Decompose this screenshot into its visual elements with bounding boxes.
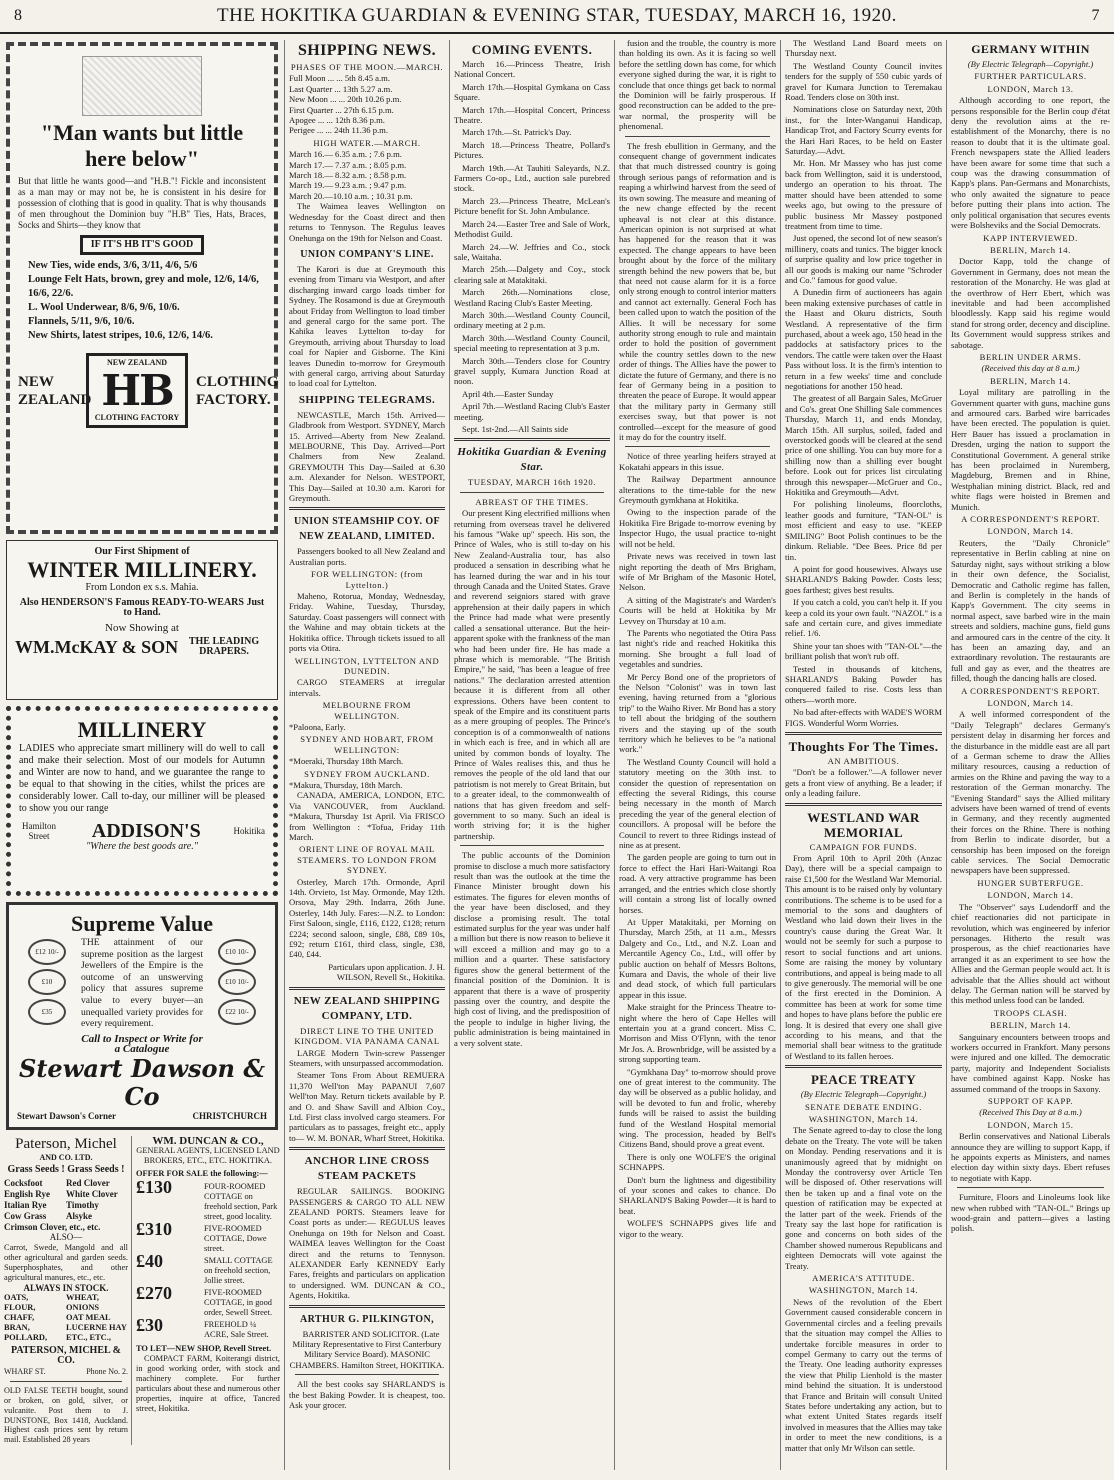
from-london: From London ex s.s. Mahia. bbox=[85, 582, 199, 594]
support-text: Berlin conservatives and National Liberals announce they are willing to support Kapp, if he appoints experts as Ministers, and names election day within sixty days. Ebert refuses to negotiate with Kapp. bbox=[951, 1131, 1110, 1183]
clothing-text: But that little he wants good—and "H.B."! Fickle and inconsistent as a man may or may not be, he is consistent in his desire for possession of clothing that is good in quality. That is why thousands of men throughout the Dominion buy "H.B" Ties, Hats, Braces, Socks and Shirts—they know that bbox=[18, 176, 266, 230]
event-item: Sept. 1st-2nd.—All Saints side bbox=[462, 424, 569, 434]
event-item: March 16.—Princess Theatre, Irish National Concert. bbox=[454, 59, 610, 80]
millinery-text: LADIES who appreciate smart millinery will do well to call and make their selection. Most of our models for Autumn and Winter are now to hand, and we guarantee the range to be equal to that showing in the cities, whilst the prices are considerably lower. Call to-day, our milliner will be pleased to show you our range bbox=[19, 743, 265, 814]
news-paragraph: The Parents who negotiated the Otira Pass last night's ride and reached Hokitika this morning. She brought a full load of vegetables and sundries. bbox=[619, 627, 776, 670]
price-line: Lounge Felt Hats, brown, grey and mole, 12/6, 14/6, 16/6, 22/6. bbox=[28, 274, 259, 300]
property-listing bbox=[136, 1283, 280, 1318]
berlin-arms-sub: (Received this day at 8 a.m.) bbox=[981, 363, 1080, 374]
sydney-hobart: SYDNEY AND HOBART, FROM WELLINGTON: bbox=[300, 734, 434, 755]
moon-phase: Apogee ... ... 12th 8.36 p.m. bbox=[289, 115, 385, 126]
union-line-text: The Karori is due at Greymouth this evening from Timaru via Westport, and after discharging inward cargo loads timber for Sydney. The Rosamond is due at Greymouth about Friday from Wellington to load timber and general cargo for the same port. The Kahika leaves Lyttelton to-day for Greymouth, arriving about Thursday to load coal for Napier and Gisborne. The Kini leaves Dunedin to-morrow for Greymouth with general cargo, arriving about Saturday to load coal for Lyttelton. bbox=[289, 263, 445, 389]
stock-item: ETC., ETC., bbox=[66, 1333, 111, 1343]
rings-left bbox=[17, 937, 77, 1055]
event-item: March 17th.—Hospital Concert, Princess Theatre. bbox=[454, 104, 610, 126]
rings-right bbox=[207, 937, 267, 1055]
clothing-price-list bbox=[28, 259, 266, 343]
cherub-illustration bbox=[82, 56, 202, 116]
news-paragraph: "Gymkhana Day" to-morrow should prove one of great interest to the community. The day will be observed as a public holiday, and will be devoted to fun and frolic, whereby funds will be raised to assist the building fund of the Westland Hospital memorial wing. The procession, headed by Bell's Citizens Band, should prove a great event. bbox=[619, 1066, 776, 1150]
news-paragraph: The Westland County Council will hold a statutory meeting on the 30th inst. to consider the question of representation on effecting the several Ridings, this course being necessary in the month of March preceding the year of the general election of councillors. A proposal will be before the Council to revert to three Ridings instead of nine as at present. bbox=[619, 756, 776, 851]
hb-clothing-ad bbox=[6, 42, 278, 534]
jewellery-row bbox=[17, 937, 267, 1055]
abreast-title: ABREAST OF THE TIMES. bbox=[475, 496, 589, 507]
masthead bbox=[0, 0, 1114, 34]
clothing-factory-label: CLOTHING FACTORY. bbox=[195, 373, 279, 408]
shipping-telegrams-text: NEWCASTLE, March 15th. Arrived—Gladbrook from Westport. SYDNEY, March 15. Arrived—Aberty from New Zealand. MELBOURNE, This Day. Arrived—Port Chalmers from New Zealand. GREYMOUTH This Day—Sailed at 6.30 a.m. Alexander for Nelson. WESTPORT, This Day—Sailed at 10.30 a.m. Karori for Greymouth. bbox=[289, 409, 445, 504]
news-paragraph: The Railway Department announce alterations to the time-table for the new Greymouth gymkhana at Hokitika. bbox=[619, 474, 776, 506]
paterson-signature: PATERSON, MICHEL & CO. bbox=[11, 1345, 121, 1367]
page-number-left: 8 bbox=[14, 7, 23, 24]
correspondent-dateline: LONDON, March 14. bbox=[987, 526, 1074, 537]
editorial-paper-title: Hokitika Guardian & Evening Star. bbox=[457, 446, 607, 474]
supreme-text: THE attainment of our supreme position as the largest Jewellers of the Empire is the outcome of an unswerving policy that assures supreme value to every buyer—an unequalled variety provides for every requirement. bbox=[81, 937, 203, 1030]
orient-text: Osterley, March 17th. Ormonde, April 14th. Orvieto, 1st May. Ormonde, May 12th. Orsova, May 29th. Indarra, 26th June. Osterley, 14th July. Fares:—N.Z. to London: First Saloon, single, £116, £122, £128; return £224; second saloon, single, £88, £89 10s, £92; return £161, third class, single, £38, £40, £44. bbox=[289, 876, 445, 960]
henderson-line: Also HENDERSON'S Famous READY-TO-WEARS Just to Hand. bbox=[19, 596, 265, 619]
moon-phase: First Quarter ... 27th 6.15 p.m. bbox=[289, 104, 394, 115]
news-paragraph: Mr. Hon. Mr Massey who has just come back from Wellington, said it is understood, undergo an operation to his throat. The matter should have been attended to some weeks ago, but owing to the pressure of public business Mr Massey postponed treatment from time to time. bbox=[785, 158, 942, 231]
newspaper-title: THE HOKITIKA GUARDIAN & EVENING STAR, TUESDAY, MARCH 16, 1920. bbox=[217, 5, 897, 26]
shipment-intro: Our First Shipment of bbox=[94, 546, 190, 557]
thoughts-text: "Don't be a follower."—A follower never gets a front view of anything. Be a leader; if only a leading failure. bbox=[785, 767, 942, 799]
news-paragraph: If you catch a cold, you can't help it. If you keep a cold its your own fault. "NAZOL" is a safe and certain cure, and gives immediate relief. 1/6. bbox=[785, 597, 942, 639]
news-paragraph: Notice of three yearling heifers strayed at Kokatahi appears in this issue. bbox=[619, 451, 776, 472]
tide-line: March 17.— 7.37 a.m. ; 8.05 p.m. bbox=[289, 159, 407, 170]
price-line: L. Wool Underwear, 8/6, 9/6, 10/6. bbox=[28, 302, 180, 314]
news-paragraph: WOLFE'S SCHNAPPS gives life and vigor to the weary. bbox=[619, 1218, 776, 1239]
further-heading: FURTHER PARTICULARS. bbox=[974, 71, 1087, 82]
bottom-ad-row bbox=[4, 1136, 280, 1445]
offer-for-sale: OFFER FOR SALE the following:— bbox=[136, 1169, 268, 1178]
property-price: £40 bbox=[136, 1251, 163, 1271]
mckay-name: WM.McKAY & SON bbox=[15, 637, 179, 658]
stock-item: CHAFF, bbox=[4, 1313, 35, 1323]
anchor-line-title: ANCHOR LINE CROSS STEAM PACKETS bbox=[304, 1155, 430, 1183]
hamilton-street: Hamilton Street bbox=[22, 821, 56, 842]
correspondent-heading: A CORRESPONDENT'S REPORT. bbox=[961, 514, 1100, 525]
news-paragraph: A sitting of the Magistrate's and Warden's Courts will be held at Hokitika by Mr Levvey on Thursday at 10 a.m. bbox=[619, 594, 776, 626]
price-line: New Shirts, latest stripes, 10.6, 12/6, 14/6. bbox=[28, 330, 213, 342]
usscnz-text: Passengers booked to all New Zealand and Australian ports. bbox=[289, 546, 445, 567]
phone-number: Phone No. 2. bbox=[86, 1366, 128, 1376]
event-item: March 30th.—Westland County Council, ordinary meeting at 2 p.m. bbox=[454, 309, 610, 331]
call-to-inspect: Call to Inspect or Write for a Catalogue bbox=[81, 1032, 203, 1056]
event-item: April 7th.—Westland Racing Club's Easter meeting. bbox=[454, 401, 610, 422]
stock-item: WHEAT, bbox=[66, 1293, 99, 1303]
seed-item: White Clover bbox=[66, 1188, 118, 1199]
news-paragraph: There is only one WOLFE'S the original SCHNAPPS. bbox=[619, 1151, 776, 1173]
seed-item: Alsyke bbox=[66, 1210, 93, 1221]
advertisement-column bbox=[0, 38, 284, 1474]
seed-item: Red Clover bbox=[66, 1177, 110, 1188]
hokitika-label: Hokitika bbox=[233, 826, 265, 837]
property-desc: FOUR-ROOMED COTTAGE on freehold section, Park street, good locality. bbox=[204, 1182, 278, 1221]
millinery-title: MILLINERY bbox=[77, 717, 207, 742]
leading-drapers: THE LEADING DRAPERS. bbox=[188, 636, 260, 658]
property-desc: FIVE-ROOMED COTTAGE, in good order, Sewell Street. bbox=[204, 1288, 273, 1317]
new-zealand-label: NEW ZEALAND bbox=[18, 373, 92, 408]
anchor-line-text: REGULAR SAILINGS. BOOKING PASSENGERS & CARGO TO ALL NEW ZEALAND PORTS. Steamers leave for Coast ports as under:— REGULUS leaves Onehunga on 19th for Nelson and Coast. WAIMEA leaves Wellington for the Coast direct and the returns to Tennyson. ALEXANDER Early KENNEDY Early Fares, freights and particulars on application to undersigned. WM. DUNCAN & CO., Agents, Hokitika. bbox=[289, 1186, 445, 1301]
property-price: £310 bbox=[136, 1219, 172, 1239]
wellington-text: Maheno, Rotorua, Monday, Wednesday, Friday. Wahine, Tuesday, Thursday, Saturday. Coast passengers will connect with the Wahine and may obtain tickets at the Hokitika office. Through tickets issued to all ports via Otira. bbox=[289, 591, 445, 654]
hb-logo-row bbox=[18, 353, 279, 428]
winter-millinery-ad bbox=[6, 540, 278, 700]
hb-logo-bottom: CLOTHING FACTORY bbox=[94, 412, 180, 422]
memorial-text: From April 10th to April 20th (Anzac Day), there will be a special campaign to raise £1,500 for the Westland War Memorial. This amount is to be raised only by voluntary contributions. The scheme is to be used for a memorial to the sons and daughters of Westland who laid down their lives in the country's cause during the Great War. It would not be seemly for such a purpose to resort to social functions and art unions. Some are raising the money by voluntary contributions, and appeal is being made to all to give generously. The memorial will be one of the first erected in the Dominion. A committee has been at work for some time and hopes to have plans before the public ere long. It is desired that every one shall give according to his means, and that the memorial shall bear witness to the gratitude of Westland to its fallen heroes. bbox=[785, 853, 942, 1061]
paterson-text: Carrot, Swede, Mangold and all other agricultural and garden seeds. Superphosphates, and other agricultural manures, etc., etc. bbox=[4, 1242, 128, 1282]
hb-logo-top: NEW ZEALAND bbox=[106, 358, 168, 368]
waimea-notice: The Waimea leaves Wellington on Wednesday for the Coast direct and then returns to Tennyson. The Regulus leaves Onehunga on the 19th for Nelson and Coast. bbox=[289, 201, 445, 243]
support-dateline: LONDON, March 15. bbox=[987, 1119, 1074, 1130]
stock-item: ONIONS bbox=[66, 1303, 100, 1313]
germany-title: GERMANY WITHIN bbox=[971, 42, 1090, 56]
general-news-column bbox=[781, 38, 946, 1474]
duncan-ad bbox=[132, 1136, 280, 1445]
orient-particulars: Particulars upon application. J. H. WILSON, Revell St., Hokitika. bbox=[328, 961, 445, 983]
stock-list bbox=[4, 1293, 128, 1343]
stewart-dawson-ad bbox=[6, 902, 278, 1130]
news-paragraph: The fresh ebullition in Germany, and the consequent change of government indicates that that much distressed country is going through serious pangs of reformation and is reaping a whirlwind harvest from the seed of its own sowing. The measure and meaning of the new change effected by the recent upheaval is not clear at this distance. American opinion is not surprised at what has happened for the reason that it was expected. The change appears to have been brought about by the force of the military strength behind the new powers that be, but that need not cause alarm for it is a force only strong enough to control interior matters and cannot act externally. General Foch has been called upon to watch the position of the Allies. It will be necessary for some authority strong enough to rule and maintain order to hold the position of government while the country settles down to the new order of things. The Allies have the power to dictate the future of Germany, and there is no fear of Germany being in a position to threaten the peace of Europe. It would appear that the military party in Germany still exercises sway, but that power is not controlled—except for the measure of good it may do for the country itself. bbox=[619, 140, 776, 443]
public-accounts-text: The public accounts of the Dominion promise to disclose a much more satisfactory result than was the outlook at the time the Finance Minister brought down his estimates. The figures for eleven months of the year have been disclosed, and they disclose a promising result. The total estimated surplus for the year was under half a million but there is now reason to believe it will exceed a million and may go to a million and a quarter. These satisfactory figures show the general betterment of the financial position of the Dominion. It is apparent that there is a wave of prosperity passing over the country, and despite the high cost of living, and the predisposition of the people to indulge in higher living, the public administration is being maintained in a very solvent state. bbox=[454, 850, 610, 1048]
local-news-column bbox=[615, 38, 780, 1474]
christchurch-label: CHRISTCHURCH bbox=[192, 1110, 267, 1121]
also-label: ALSO— bbox=[49, 1232, 83, 1243]
stock-item: OAT MEAL bbox=[66, 1313, 111, 1323]
senate-heading: SENATE DEBATE ENDING. bbox=[805, 1101, 922, 1112]
senate-text: The Senate agreed to-day to close the long debate on the Treaty. The vote will be taken on Monday. Pending reservations and it is unanimously agreed that by midnight on Monday the controversy over Article Ten will be disposed of. Other reservations will then be taken up and a final vote on the question of ratification may be expected at the latter part of the week. Friends of the Treaty say the last hope for ratification is gone and concerns on both sides of the Chamber showed numerous Republicans and eighteen Democrats will vote against the Treaty. bbox=[785, 1125, 942, 1271]
event-item: March 19th.—At Tauhiti Saleyards, N.Z. Farmers Co-op., Ltd., auction sale purebred stock. bbox=[454, 162, 610, 194]
stock-item: OATS, bbox=[4, 1293, 29, 1303]
tide-line: March 16.— 6.35 a.m. ; 7.6 p.m. bbox=[289, 149, 402, 160]
america-heading: AMERICA'S ATTITUDE. bbox=[812, 1273, 915, 1284]
false-teeth-ad: OLD FALSE TEETH bought, sound or broken, on gold, silver, or vulcanite. Post them to J. DUNSTONE, Box 1418, Auckland. Highest cash prices sent by return mail. Established 28 years bbox=[4, 1386, 128, 1445]
always-in-stock: ALWAYS IN STOCK. bbox=[23, 1282, 109, 1293]
for-wellington: FOR WELLINGTON: (from Lyttelton.) bbox=[310, 569, 424, 590]
event-item: March 18.—Princess Theatre, Pollard's Pictures. bbox=[454, 139, 610, 161]
mckay-row bbox=[15, 637, 269, 658]
events-column bbox=[450, 38, 614, 1474]
stock-item: FLOUR, bbox=[4, 1303, 36, 1313]
furniture-ad: Furniture, Floors and Linoleums look like new when rubbed with "TAN-OL." Brings up wood-grain and pattern—gives a lasting polish. bbox=[951, 1192, 1110, 1234]
news-paragraph: Mr Percy Bond one of the proprietors of the Nelson "Colonist" was in town last evening, having returned from a "glorious trip" to the Waiho River. Mr Bond has a story to tell about the bridging of the southern rivers and the staying up of the south territory which he believes to be "a national work." bbox=[619, 671, 776, 755]
makura: *Makura, Thursday, 18th March. bbox=[289, 779, 403, 790]
its-good-banner: IF IT'S HB IT'S GOOD bbox=[80, 235, 204, 255]
duncan-agents: GENERAL AGENTS, LICENSED LAND BROKERS, ETC., ETC. HOKITIKA. bbox=[136, 1146, 280, 1165]
kapp-dateline: BERLIN, March 14. bbox=[990, 244, 1071, 255]
news-paragraph: A Dunedin firm of auctioneers has again been making extensive purchases of cattle in the Haast and Okuru districts, South Westland. A representative of the firm purchased, about a week ago, 150 head in the paddocks at satisfactory prices to the vendors. The cattle were taken over the Haast Pass without loss. It is the firm's intention to return in a few weeks' time and conclude negotiations for another 150 head. bbox=[785, 287, 942, 391]
sydney-auckland: SYDNEY FROM AUCKLAND. bbox=[304, 768, 430, 779]
correspondent2-text: A well informed correspondent of the "Daily Telegraph" declares Germany's persistent delay in disarming her forces and the disturbance in the middle east are all part of a German scheme to draw the Allies military resources, causing a reduction of armies on the Rhine and paving the way to a restoration of the German monarchy. The "Evening Standard" says the Allied military advisers have been warned of trend of events in Germany, and they recently augmented their forces on the Rhine. There is nothing from Berlin to indicate disorder, but a censorship has been imposed on the foreign cable services. The Social Democratic newspapers have been suppressed. bbox=[951, 709, 1110, 876]
seed-item: English Rye bbox=[4, 1188, 50, 1199]
moon-phase: Perigee ... ... 24th 11.36 p.m. bbox=[289, 125, 388, 136]
coming-events-title: COMING EVENTS. bbox=[471, 42, 593, 57]
peace-treaty-title: PEACE TREATY bbox=[810, 1072, 917, 1088]
winter-millinery-title: WINTER MILLINERY. bbox=[27, 557, 257, 583]
troops-heading: TROOPS CLASH. bbox=[993, 1007, 1068, 1018]
property-price: £270 bbox=[136, 1283, 172, 1303]
event-item: March 23.—Princess Theatre, McLean's Picture benefit for St. John Ambulance. bbox=[454, 195, 610, 217]
shipping-column bbox=[285, 38, 449, 1474]
high-water-title: HIGH WATER.—MARCH. bbox=[313, 137, 421, 148]
news-paragraph: Shine your tan shoes with "TAN-OL"—the brilliant polish that won't rub off. bbox=[785, 640, 942, 662]
seed-item: Timothy bbox=[66, 1199, 99, 1210]
moon-phases-title: PHASES OF THE MOON.—MARCH. bbox=[290, 62, 444, 72]
news-paragraph: fusion and the trouble, the country is more than holding its own. As it is facing so well before the settling down has come, for which everyone sighed during the war, it is right to conclude that once things get back to normal the Dominion will be fairly prosperous. If good reconstruction can be added to the pre-war normal, the prosperity will be phenomenal. bbox=[619, 38, 776, 132]
ring-price: £12 10/- bbox=[28, 939, 66, 965]
now-showing: Now Showing at bbox=[105, 621, 179, 634]
tide-line: March 18.— 8.32 a.m. ; 8.58 p.m. bbox=[289, 170, 407, 181]
seed-item: Cow Grass bbox=[4, 1210, 47, 1221]
news-paragraph: No bad after-effects with WADE'S WORM FIGS. Wonderful Worm Worries. bbox=[785, 707, 942, 728]
pilkington-name: ARTHUR G. PILKINGTON, bbox=[300, 1313, 434, 1325]
hb-logo bbox=[86, 353, 189, 428]
cargo-steamers: CARGO STEAMERS at irregular intervals. bbox=[289, 677, 445, 698]
clothing-headline: "Man wants but little here below" bbox=[40, 120, 244, 171]
seed-item: Cocksfoot bbox=[4, 1177, 43, 1188]
tide-line: March 19.— 9.23 a.m. ; 9.47 p.m. bbox=[289, 180, 407, 191]
property-listing bbox=[136, 1177, 280, 1222]
thoughts-attribution: AN AMBITIOUS. bbox=[827, 756, 900, 766]
sharland-ad: All the best cooks say SHARLAND'S is the best Baking Powder. It is cheapest, too. Ask your grocer. bbox=[289, 1379, 445, 1411]
addison-millinery-ad bbox=[6, 706, 278, 896]
ring-price: £22 10/- bbox=[218, 999, 256, 1025]
addison-name: ADDISON'S bbox=[91, 820, 201, 843]
duncan-name: WM. DUNCAN & CO., bbox=[152, 1135, 264, 1147]
peace-copyright: (By Electric Telegraph—Copyright.) bbox=[800, 1089, 927, 1100]
paloona: *Paloona, Early. bbox=[289, 721, 346, 732]
wharf-street: WHARF ST. bbox=[4, 1366, 46, 1376]
orient-line: ORIENT LINE OF ROYAL MAIL STEAMERS. TO LONDON FROM SYDNEY. bbox=[297, 844, 437, 876]
stewart-corner: Stewart Dawson's Corner bbox=[17, 1110, 116, 1121]
event-item: March 25th.—Dalgety and Coy., stock clearing sale at Matakitaki. bbox=[454, 264, 610, 285]
event-list bbox=[454, 59, 610, 434]
addison-row bbox=[19, 821, 265, 842]
pilkington-text: BARRISTER AND SOLICITOR. (Late Military Representative to First Canterbury Military Service Board). MASONIC CHAMBERS. Hamilton Street, HOKITIKA. bbox=[289, 1328, 445, 1370]
event-item: March 24.—Easter Tree and Sale of Work, Methodist Guild. bbox=[454, 218, 610, 240]
best-goods-slogan: "Where the best goods are." bbox=[86, 840, 198, 852]
stewart-footer bbox=[17, 1111, 267, 1121]
america-text: News of the revolution of the Ebert Government caused considerable concern in Governmental circles and a feeling prevails that the situation may compel the Allies to undertake forcible measures in order to compel Germany to carry out the terms of the Treaty. One leading authority expresses the view that Philip Lienhold is the master mind behind the situation. It is understood that France and Britain will consult United States before undertaking any action, but to what extent United States regards itself involved in measures that the Allies may take in order to meet the new conditions, is a matter that only Mr Wilson can settle. bbox=[785, 1296, 942, 1453]
ring-price: £35 bbox=[28, 999, 66, 1025]
news-paragraph: For polishing linoleums, floorcloths, leather goods and furniture, "TAN-OL" is most efficient and easy to use. "KEEP SMILING" Boot Polish continues to be the dinkum. Reliable. "Dee Bees. Price 8d per tin. bbox=[785, 499, 942, 562]
moon-phase: Full Moon ... ... 5th 8.45 a.m. bbox=[289, 73, 390, 84]
news-paragraph: The garden people are going to turn out in force to effect the Hari Hari-Waitangi Roa road. A very attractive programme has been arranged, and the entries which close shortly will contain a strong list of locally owned horses. bbox=[619, 852, 776, 915]
property-listing bbox=[136, 1251, 280, 1286]
usscnz-title: UNION STEAMSHIP COY. OF NEW ZEALAND, LIMITED. bbox=[293, 516, 441, 543]
grass-seeds-title: Grass Seeds ! Grass Seeds ! bbox=[7, 1164, 125, 1176]
property-desc: FREEHOLD ¼ ACRE, Sale Street. bbox=[204, 1320, 269, 1339]
event-item: March 24.—W. Jeffries and Co., stock sale, Waitaha. bbox=[454, 241, 610, 262]
event-item: March 30th.—Westland County Council, special meeting to representation at 3 p.m. bbox=[454, 332, 610, 354]
ring-price: £10 10/- bbox=[218, 969, 256, 995]
troops-text: Sanguinary encounters between troops and workers occurred in Frankfort. Many persons were injured and one killed. The democratic party, majority and Independent Socialists have combined against Kapp. Noske has assumed command of the troops in Saxony. bbox=[951, 1031, 1110, 1094]
senate-dateline: WASHINGTON, March 14. bbox=[808, 1113, 919, 1124]
nzsc-sub: DIRECT LINE TO THE UNITED KINGDOM. VIA PANAMA CANAL bbox=[294, 1025, 440, 1047]
canada-sailings: CANADA, AMERICA, LONDON, ETC. Via VANCOUVER, from Auckland. *Makura, Thursday 1st April. Via FRISCO from Wellington : *Tofua, Friday 11th March. bbox=[289, 790, 445, 842]
event-item: March 30th.—Tenders close for Country gravel supply, Kumara Junction Road at noon. bbox=[454, 355, 610, 387]
shipping-news-title: SHIPPING NEWS. bbox=[297, 42, 437, 59]
moeraki: *Moeraki, Thursday 18th March. bbox=[289, 756, 404, 767]
property-desc: SMALL COTTAGE on freehold section, Jollie street. bbox=[204, 1256, 273, 1285]
tide-line: March 20.—10.10 a.m. ; 10.31 p.m. bbox=[289, 190, 413, 201]
nzsc-table: Steamer Tons From About REMUERA 11,370 Well'ton May PAPANUI 7,607 Well'ton May. Return tickets available by P. and O. and Shaw Savill and Albion Coy., Ltd. First class involved cargo steamers. For particulars as to passages, freight etc., apply to— W. M. BONAR, Wharf Street, Hokitika. bbox=[289, 1070, 445, 1143]
wellington-dunedin: WELLINGTON, LYTTELTON AND DUNEDIN. bbox=[294, 655, 440, 676]
news-paragraph: Owing to the inspection parade of the Hokitika Fire Brigade to-morrow evening by Inspector Hugo, the usual practice to-night will not be held. bbox=[619, 507, 776, 549]
shipping-telegrams-title: SHIPPING TELEGRAMS. bbox=[298, 393, 436, 406]
ring-price: £10 10/- bbox=[218, 939, 256, 965]
news-paragraph: Make straight for the Princess Theatre to-night where the hero of Cape Helles will entertain you at a grand concert. Miss C. Morrison and Miss O'Flynn, with the tenor Mr Jos. A. Brownbridge, will be assisted by a strong supporting team. bbox=[619, 1002, 776, 1065]
news-paragraph: The Westland Land Board meets on Thursday next. bbox=[785, 38, 942, 59]
property-price: £30 bbox=[136, 1315, 163, 1335]
stock-item: LUCERNE HAY bbox=[66, 1323, 127, 1333]
paterson-name: Paterson, Michel bbox=[15, 1136, 117, 1152]
correspondent-text: Reuters, the "Daily Chronicle" representative in Berlin cabling at nine on Saturday night, says without striking a blow in their own defence, the Socialist, Democratic and Catholic regime has fallen, and Berlin is completely in the hands of Kapp's Government. The city seems in normal aspect, save barbed wire in the main streets and soldiers, machine guns, field guns and armoured cars in the centre of the city. It has been an amazing day, and an extraordinary revolution. The restaurants are full and gay as ever, and the theatres are filled, though the dancing halls are closed. bbox=[951, 537, 1110, 684]
editorial-date: TUESDAY, MARCH 16th 1920. bbox=[468, 477, 596, 488]
seed-item: Italian Rye bbox=[4, 1199, 47, 1210]
germany-copyright: (By Electric Telegraph—Copyright.) bbox=[967, 59, 1094, 69]
event-item: March 17th.—Hospital Gymkana on Cass Square. bbox=[454, 81, 610, 103]
nzsc-title: NEW ZEALAND SHIPPING COMPANY, LTD. bbox=[293, 994, 441, 1022]
to-let: TO LET—NEW SHOP, Revell Street. bbox=[136, 1344, 272, 1353]
berlin-arms-dateline: BERLIN, March 14. bbox=[990, 375, 1071, 386]
page-number-right: 7 bbox=[1091, 7, 1100, 24]
nzsc-text: LARGE Modern Twin-screw Passenger Steamers, with unsurpassed accommodation. bbox=[289, 1047, 445, 1068]
ring-price: £10 bbox=[28, 969, 66, 995]
support-sub: (Received This Day at 8 a.m.) bbox=[979, 1107, 1082, 1118]
germany-column bbox=[947, 38, 1114, 1474]
further-text: Although according to one report, the persons responsible for the Berlin coup d'état deny the revolution aims at the re-establishment of the Monarchy, there is no reason to doubt that it is the ultimate goal. French newspapers state the Allied leaders have been aware for some time that such a coup was the drawing consummation of Kapp's plans. Pan-Germans and Monarchists, who only awaited the signature to peace before putting their plans into action. The only political organisation that secures events were Bolsheviks and the Social Democrats. bbox=[951, 95, 1110, 231]
america-dateline: WASHINGTON, March 14. bbox=[808, 1285, 919, 1296]
kapp-heading: KAPP INTERVIEWED. bbox=[983, 232, 1078, 243]
berlin-arms-text: Loyal military are patrolling in the Government quarter with guns, machine guns and armoured cars. Barbed wire barricades have been erected. The population is quiet. Herr Bauer has issued a proclamation in Dresden, urging the nation to support the Constitutional Government. A general strike has been proclaimed in Nuremberg, Magdeburg, Bremen and in Rhine, Westphalian mining district. Black, red and white flags were hoisted in Bremen and Munich. bbox=[951, 387, 1110, 512]
event-item: April 4th.—Easter Sunday bbox=[462, 388, 554, 399]
supreme-value-title: Supreme Value bbox=[70, 911, 213, 936]
news-paragraph: Private news was received in town last night reporting the death of Mrs Brigham, wife of Mr Brigham of the Masonic Hotel, Nelson. bbox=[619, 551, 776, 593]
property-listing bbox=[136, 1219, 280, 1254]
price-line: Flannels, 5/11, 9/6, 10/6. bbox=[28, 316, 135, 328]
news-paragraph: Don't burn the lightness and digestibility of your scones and cakes to chance. Do SHARLAND'S Baking Powder—it is hard to beat. bbox=[619, 1174, 776, 1216]
event-item: March 17th.—St. Patrick's Day. bbox=[462, 127, 572, 138]
property-listing bbox=[136, 1315, 280, 1340]
campaign-sub: CAMPAIGN FOR FUNDS. bbox=[809, 841, 918, 852]
hb-logo-mark: HB bbox=[101, 365, 173, 415]
stock-item: BRAN, bbox=[4, 1323, 30, 1333]
union-line-title: UNION COMPANY'S LINE. bbox=[300, 248, 434, 260]
stock-item: POLLARD, bbox=[4, 1333, 48, 1343]
seed-item-crimson: Crimson Clover, etc., etc. bbox=[4, 1221, 101, 1232]
news-paragraph: The greatest of all Bargain Sales, McGruer and Co's. great One Shilling Sale commences Thursday, March 11, and ends Monday, March 15th. All surplus, soiled, faded and overstocked goods will be cleared at the send price of one shilling. You can buy more for a shilling now than a shilling ever bought before. Look out for prices list circulating through this newspaper—McGruer and Co., Hokitika and Greymouth—Advt. bbox=[785, 393, 942, 498]
news-paragraph: Tested in thousands of kitchens, SHARLAND'S Baking Powder has conquered failed to rise. Costs less than others—worth more. bbox=[785, 663, 942, 705]
kapp-text: Doctor Kapp, told the change of Government in Germany, does not mean the restoration of the Monarchy. He was glad at the overthrow of Herr Ebert, which was inevitable and had been accomplished bloodlessly. Kapp said his regime would stand for strong order, decency and discipline. Its Government would suppress strikes and sabotage. bbox=[951, 256, 1110, 350]
news-paragraph: Nominations close on Saturday next, 20th inst., for the Inter-Wanganui Handicap, Handicap Trot, and Factory Scurry events for the Hari Hari Races, to be held on Easter Saturday.—Advt. bbox=[785, 104, 942, 157]
price-line: New Ties, wide ends, 3/6, 3/11, 4/6, 5/6 bbox=[28, 260, 198, 272]
event-item: March 26th.—Nominations close, Westland Racing Club's Easter Meeting. bbox=[454, 287, 610, 308]
thoughts-title: Thoughts For The Times. bbox=[788, 739, 939, 754]
support-heading: SUPPORT OF KAPP. bbox=[987, 1096, 1074, 1106]
correspondent2-heading: A CORRESPONDENT'S REPORT. bbox=[961, 685, 1100, 696]
hunger-heading: HUNGER SUBTERFUGE. bbox=[977, 877, 1084, 888]
moon-phase: Last Quarter ... 13th 5.27 a.m. bbox=[289, 83, 393, 94]
news-paragraph: Just opened, the second lot of new season's millinery, coats and tunics. The bigger knock of surprise quality and low price together in all our goods is making our name "Schroder and Co." famous for good value. bbox=[785, 233, 942, 285]
news-paragraph: A point for good housewives. Always use SHARLAND'S Baking Powder. Costs less; goes farthest; gives best results. bbox=[785, 563, 942, 595]
compact-farm: COMPACT FARM, Koiterangi district, in good working order, with stock and machinery complete. For further particulars about these and numerous other properties, inquire at office, Tancred street, Hokitika. bbox=[136, 1354, 280, 1413]
stewart-dawson-signature: Stewart Dawson & Co bbox=[19, 1053, 265, 1111]
property-desc: FIVE-ROOMED COTTAGE, Dowe street. bbox=[204, 1224, 267, 1253]
seed-list bbox=[4, 1178, 128, 1222]
news-paragraph: At Upper Matakitaki, per Morning on Thursday, March 25th, at 11 a.m., Messrs Dalgety and Co., Ltd., and N.Z. Loan and Mercantile Agency Co., Ltd., will offer by public auction on behalf of Messrs Boltons, Kumara and Davis, the whole of their live and dead stock, of which full particulars appear in this issue. bbox=[619, 916, 776, 1000]
news-paragraph: The Westland County Council invites tenders for the supply of 550 cubic yards of gravel for Kumara Junction to Teremakau Road. Tenders close on 30th inst. bbox=[785, 60, 942, 103]
hunger-dateline: LONDON, March 14. bbox=[987, 890, 1074, 901]
paterson-address bbox=[4, 1367, 128, 1377]
berlin-arms-heading: BERLIN UNDER ARMS. bbox=[979, 351, 1082, 362]
melbourne-heading: MELBOURNE FROM WELLINGTON. bbox=[322, 700, 412, 721]
paterson-co: AND CO. LTD. bbox=[39, 1153, 93, 1162]
hunger-text: The "Observer" says Ludendorff and the chief reactionaries did not participate in revolution, which was engineered by inferior personages. Hitherto the result was prosperous, as the chief reactionaries have arranged it as an experiment to see how the Allies and the German people would act. It is advisable that the Allies should act without delay. The German nation will be starved by this method unless food can be landed. bbox=[951, 901, 1110, 1006]
correspondent2-dateline: LONDON, March 14. bbox=[987, 697, 1074, 708]
moon-phase: New Moon ... ... 20th 10.26 p.m. bbox=[289, 94, 402, 105]
further-dateline: LONDON, March 13. bbox=[987, 83, 1074, 94]
troops-dateline: BERLIN, March 14. bbox=[990, 1020, 1071, 1031]
abreast-text: Our present King electrified millions when returning from overseas travel he delivered his famous "Wake up" speech. His son, the Prince of Wales, who is still to-day on his New Zealand-Australia tour, has also produced a sensation in describing what he has learned during the war and in his tour through Canada and the United States. Grave and reverend seigniors stared with grave apprehension at their daily papers in which the Prince had made what were presently called a sensational utterance. But the heir-apparent spoke with the frankness of the man who had been under fire. He has made a phrase which is memorable. "The British Empire," he said, "has been a league of free nations." The declaration arrested attention because it is different from all other expressions. Others have been content to speak of the Empire and its constituent parts as a mere grouping of peoples. The Prince's conception is of a commonwealth of nations in which each is free, and in which all are united by common bonds of loyalty. The Prince of Wales realises this, and thus he removes the people of the old land that our patriotism is not merely to Great Britain, but to a greater ideal, to the commonwealth of nations that has given freedom and self-government to so many. Such an ideal is worth striving for; it is the higher partnership. bbox=[454, 508, 610, 841]
war-memorial-title: WESTLAND WAR MEMORIAL bbox=[807, 809, 920, 840]
paterson-ad bbox=[4, 1136, 132, 1445]
property-price: £130 bbox=[136, 1177, 172, 1197]
